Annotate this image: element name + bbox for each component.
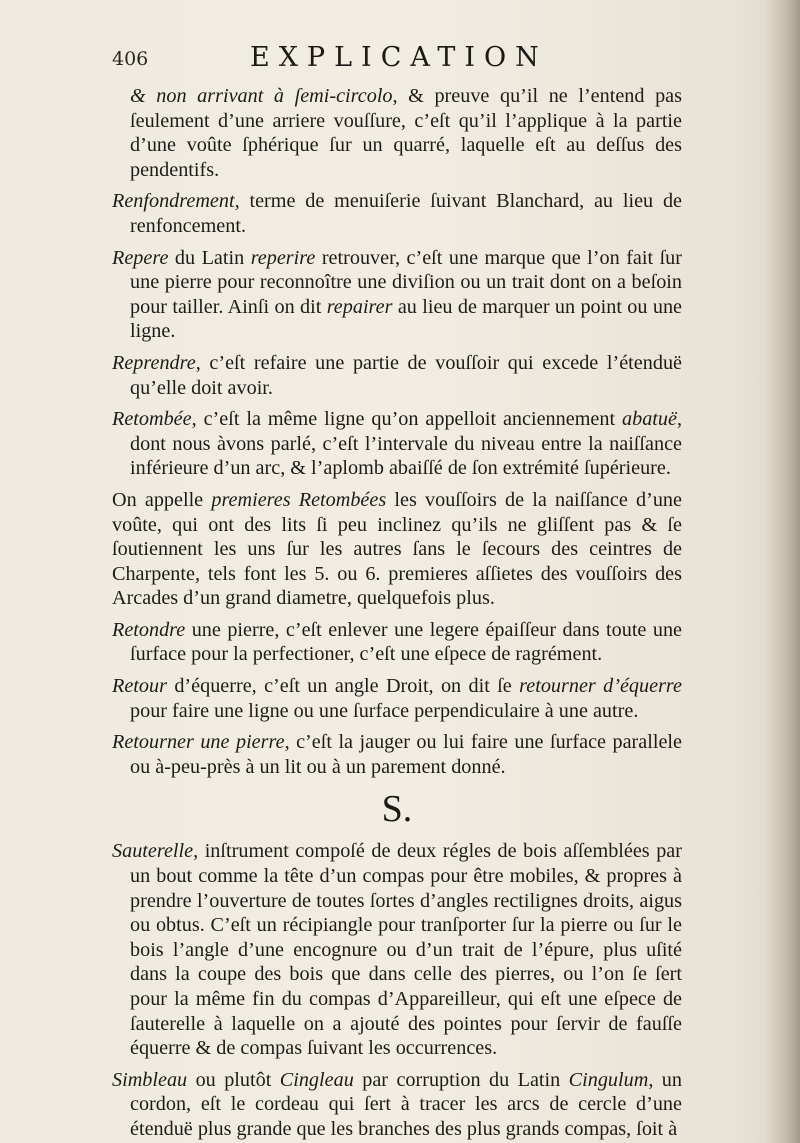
entry-term: Reprendre	[112, 351, 196, 374]
entry-text: , & preuve qu’il ne l’entend pas ſeulement d’une arriere vouſſure, c’eſt qu’il l’applique à la partie d’une voûte ſphérique ſur un quarré, laquelle eſt au deſſus des pendentifs.	[130, 85, 682, 181]
entry-text: d’équerre, c’eſt un angle Droit, on dit ſe	[166, 675, 520, 698]
entry-italic: abatuë	[622, 408, 677, 431]
page-number: 406	[112, 48, 149, 70]
entry-term: Repere	[112, 246, 169, 269]
entry-italic-lead: & non arrivant à ſemi-circolo	[130, 85, 393, 107]
entry-term: Retour	[112, 675, 167, 698]
entry-retondre	[112, 618, 682, 667]
entry-text: , c’eſt la jauger ou lui faire une ſurface parallele ou à-peu-près à un lit ou à un parement donné.	[130, 731, 682, 778]
entry-italic: Cingleau	[279, 1068, 354, 1091]
entry-italic: premieres Retombées	[211, 488, 387, 511]
entry-text: ou plutôt	[187, 1068, 280, 1091]
entry-text: , terme de menuiſerie ſuivant Blanchard, au lieu de renfoncement.	[130, 190, 682, 237]
entry-term: Retombée	[112, 408, 192, 431]
entry-simbleau	[112, 1068, 682, 1142]
entry-text: les vouſſoirs de la naiſſance d’une voûte, qui ont des lits ſi peu inclinez qu’ils ne gliſſent pas & ſe ſoutiennent les uns ſur les autres ſans le ſecours des ceintres de Charpente, tels font les 5. ou 6. premieres aſſietes des vouſſoirs des Arcades d’un grand diametre, quelquefois plus.	[112, 488, 682, 610]
entry-italic: reperire	[250, 246, 316, 269]
entry-renfondrement	[112, 189, 682, 238]
entry-text: par corruption du Latin	[353, 1068, 569, 1091]
entry-retombee	[112, 407, 682, 481]
page-edge-shadow	[766, 0, 800, 1143]
entry-text: retrouver, c’eſt une marque que l’on fait ſur une pierre pour reconnoître une diviſion ou un trait dont on a beſoin pour tailler. Ainſi on dit	[130, 246, 683, 318]
entry-term: Retondre	[112, 618, 186, 641]
entry-italic: retourner d’équerre	[519, 675, 682, 698]
entry-italic: Cingulum	[568, 1068, 649, 1091]
page-body	[112, 84, 682, 1143]
entry-text: , inſtrument compoſé de deux régles de bois aſſemblées par un bout comme la tête d’un compas pour être mobiles, & propres à prendre l’ouverture de toutes ſortes d’angles rectilignes droits, aigus ou obtus. C’eſt un récipiangle pour tranſporter ſur la pierre ou ſur le bois l’angle d’une encognure ou d’un trait de l’épure, plus uſité dans la coupe des bois que dans celle des pierres, ou l’on ſe ſert pour la même fin du compas d’Appareilleur, qui eſt une eſpece de ſauterelle à laquelle on a ajouté des pointes pour ſervir de fauſſe équerre & de compas ſuivant les occurrences.	[130, 840, 682, 1060]
entry-text: , dont nous àvons parlé, c’eſt l’intervale du niveau entre la naiſſance inférieure d’un arc, & l’aplomb abaiſſé de ſon extrémité ſupérieure.	[130, 408, 682, 480]
entry-term: Retourner une pierre	[112, 731, 285, 754]
entry-text: une pierre, c’eſt enlever une legere épaiſſeur dans toute une ſurface pour la perfectioner, c’eſt une eſpece de ragrément.	[130, 618, 682, 666]
entry-non-arrivant	[112, 84, 682, 182]
running-title: EXPLICATION	[250, 42, 548, 73]
entry-sauterelle	[112, 839, 682, 1060]
entry-term: Renfondrement	[112, 190, 235, 213]
entry-text: , c’eſt la même ligne qu’on appelloit anciennement	[191, 408, 622, 431]
entry-premieres-retombees	[112, 488, 682, 611]
page-header	[112, 40, 692, 80]
entry-text: pour faire une ligne ou une ſurface perpendiculaire à une autre.	[130, 699, 639, 722]
section-letter-s: S.	[381, 788, 413, 831]
entry-text: au lieu de marquer un point ou une ligne.	[130, 295, 682, 343]
entry-repere	[112, 246, 682, 344]
entry-text: , c’eſt refaire une partie de vouſſoir qui excede l’étenduë qu’elle doit avoir.	[130, 351, 682, 399]
entry-reprendre	[112, 351, 682, 400]
entry-retour	[112, 674, 682, 723]
entry-term: Simbleau	[112, 1068, 188, 1091]
entry-text: du Latin	[168, 246, 251, 269]
entry-text: On appelle	[112, 488, 212, 511]
entry-term: Sauterelle	[112, 840, 194, 863]
entry-italic: repairer	[326, 295, 393, 318]
entry-text: , un cordon, eſt le cordeau qui ſert à tracer les arcs de cercle d’une étenduë plus grande que les branches des plus grands compas, ſoit à	[130, 1068, 682, 1140]
entry-retourner	[112, 730, 682, 779]
